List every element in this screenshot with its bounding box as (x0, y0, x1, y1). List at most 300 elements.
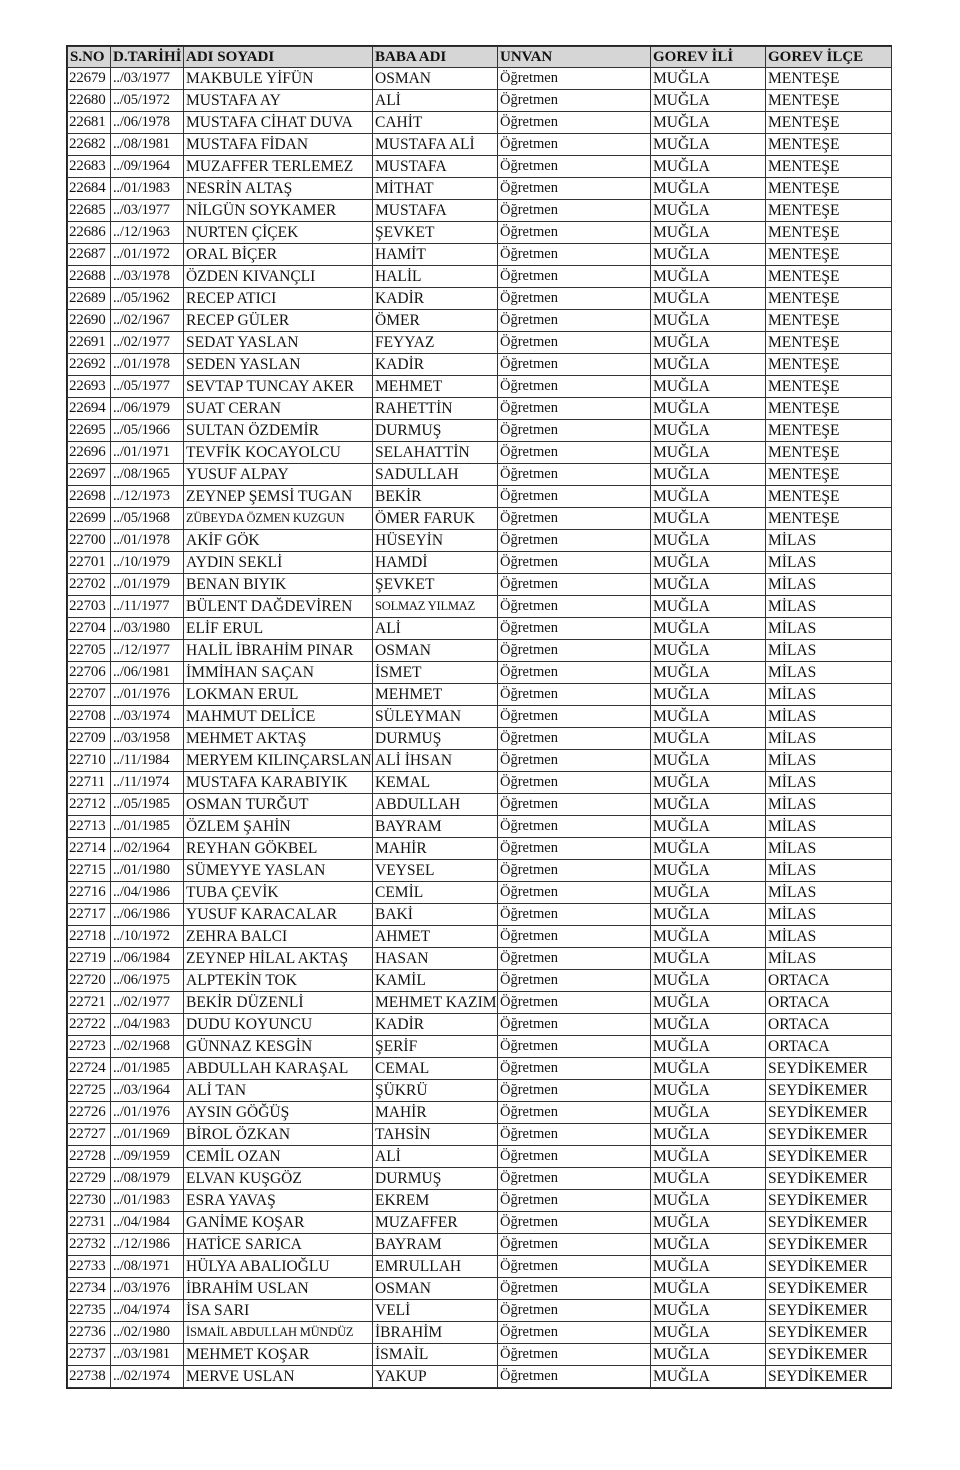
header-sno: S.NO (68, 47, 111, 68)
cell-birth-date: ../06/1981 (111, 662, 184, 684)
cell-province: MUĞLA (651, 882, 766, 904)
table-row (68, 134, 892, 156)
cell-title: Öğretmen (498, 464, 651, 486)
cell-district: SEYDİKEMER (766, 1278, 892, 1300)
cell-birth-date: ../05/1962 (111, 288, 184, 310)
cell-province: MUĞLA (651, 200, 766, 222)
cell-birth-date: ../02/1964 (111, 838, 184, 860)
cell-father-name: BAYRAM (373, 1234, 498, 1256)
cell-province: MUĞLA (651, 376, 766, 398)
cell-birth-date: ../08/1965 (111, 464, 184, 486)
cell-birth-date: ../03/1976 (111, 1278, 184, 1300)
cell-father-name: MAHİR (373, 838, 498, 860)
cell-title: Öğretmen (498, 970, 651, 992)
cell-father-name: İSMAİL (373, 1344, 498, 1366)
cell-name: SEVTAP TUNCAY AKER (184, 376, 373, 398)
cell-father-name: ŞEVKET (373, 222, 498, 244)
cell-sno: 22719 (68, 948, 111, 970)
cell-sno: 22684 (68, 178, 111, 200)
cell-father-name: EKREM (373, 1190, 498, 1212)
table-row (68, 442, 892, 464)
cell-name: MEHMET AKTAŞ (184, 728, 373, 750)
cell-district: MİLAS (766, 838, 892, 860)
table-row (68, 794, 892, 816)
cell-name: NURTEN ÇİÇEK (184, 222, 373, 244)
cell-father-name: MEHMET KAZIM (373, 992, 498, 1014)
cell-birth-date: ../01/1983 (111, 1190, 184, 1212)
cell-sno: 22727 (68, 1124, 111, 1146)
cell-title: Öğretmen (498, 662, 651, 684)
cell-birth-date: ../10/1972 (111, 926, 184, 948)
cell-province: MUĞLA (651, 1168, 766, 1190)
cell-father-name: ABDULLAH (373, 794, 498, 816)
cell-name: ZEHRA BALCI (184, 926, 373, 948)
cell-sno: 22726 (68, 1102, 111, 1124)
cell-name: ZEYNEP ŞEMSİ TUGAN (184, 486, 373, 508)
cell-title: Öğretmen (498, 156, 651, 178)
cell-province: MUĞLA (651, 1322, 766, 1344)
cell-father-name: BAYRAM (373, 816, 498, 838)
cell-birth-date: ../01/1976 (111, 1102, 184, 1124)
cell-name: ÖZLEM ŞAHİN (184, 816, 373, 838)
cell-title: Öğretmen (498, 1366, 651, 1388)
cell-province: MUĞLA (651, 1036, 766, 1058)
cell-birth-date: ../12/1973 (111, 486, 184, 508)
table-row (68, 90, 892, 112)
cell-sno: 22713 (68, 816, 111, 838)
cell-title: Öğretmen (498, 222, 651, 244)
cell-name: MEHMET KOŞAR (184, 1344, 373, 1366)
cell-father-name: MEHMET (373, 684, 498, 706)
cell-birth-date: ../03/1964 (111, 1080, 184, 1102)
cell-name: AYSIN GÖĞÜŞ (184, 1102, 373, 1124)
cell-name: MAKBULE YİFÜN (184, 68, 373, 90)
cell-birth-date: ../01/1976 (111, 684, 184, 706)
cell-province: MUĞLA (651, 552, 766, 574)
cell-birth-date: ../10/1979 (111, 552, 184, 574)
cell-birth-date: ../03/1981 (111, 1344, 184, 1366)
cell-title: Öğretmen (498, 860, 651, 882)
cell-birth-date: ../04/1984 (111, 1212, 184, 1234)
cell-sno: 22708 (68, 706, 111, 728)
cell-sno: 22691 (68, 332, 111, 354)
cell-province: MUĞLA (651, 904, 766, 926)
cell-father-name: DURMUŞ (373, 1168, 498, 1190)
table-row (68, 266, 892, 288)
cell-province: MUĞLA (651, 90, 766, 112)
cell-title: Öğretmen (498, 134, 651, 156)
table-row (68, 530, 892, 552)
cell-province: MUĞLA (651, 838, 766, 860)
cell-father-name: HAMDİ (373, 552, 498, 574)
cell-title: Öğretmen (498, 1058, 651, 1080)
cell-birth-date: ../02/1967 (111, 310, 184, 332)
cell-district: MENTEŞE (766, 420, 892, 442)
table-row (68, 706, 892, 728)
cell-district: MENTEŞE (766, 178, 892, 200)
cell-sno: 22689 (68, 288, 111, 310)
cell-sno: 22682 (68, 134, 111, 156)
cell-father-name: OSMAN (373, 68, 498, 90)
cell-father-name: İBRAHİM (373, 1322, 498, 1344)
cell-province: MUĞLA (651, 618, 766, 640)
cell-sno: 22696 (68, 442, 111, 464)
cell-province: MUĞLA (651, 596, 766, 618)
cell-name: RECEP ATICI (184, 288, 373, 310)
cell-title: Öğretmen (498, 244, 651, 266)
cell-birth-date: ../03/1977 (111, 200, 184, 222)
cell-sno: 22700 (68, 530, 111, 552)
cell-title: Öğretmen (498, 1124, 651, 1146)
cell-father-name: TAHSİN (373, 1124, 498, 1146)
cell-province: MUĞLA (651, 134, 766, 156)
cell-sno: 22735 (68, 1300, 111, 1322)
cell-sno: 22687 (68, 244, 111, 266)
cell-province: MUĞLA (651, 288, 766, 310)
cell-sno: 22679 (68, 68, 111, 90)
cell-title: Öğretmen (498, 1146, 651, 1168)
cell-name: GÜNNAZ KESGİN (184, 1036, 373, 1058)
cell-province: MUĞLA (651, 332, 766, 354)
cell-name: AKİF GÖK (184, 530, 373, 552)
cell-name: ÖZDEN KIVANÇLI (184, 266, 373, 288)
cell-name: NİLGÜN SOYKAMER (184, 200, 373, 222)
cell-name: SEDEN YASLAN (184, 354, 373, 376)
cell-province: MUĞLA (651, 156, 766, 178)
cell-province: MUĞLA (651, 508, 766, 530)
cell-sno: 22704 (68, 618, 111, 640)
cell-title: Öğretmen (498, 442, 651, 464)
cell-title: Öğretmen (498, 178, 651, 200)
cell-birth-date: ../05/1977 (111, 376, 184, 398)
cell-sno: 22718 (68, 926, 111, 948)
table-row (68, 970, 892, 992)
cell-sno: 22693 (68, 376, 111, 398)
cell-title: Öğretmen (498, 838, 651, 860)
cell-father-name: KEMAL (373, 772, 498, 794)
cell-birth-date: ../12/1977 (111, 640, 184, 662)
cell-title: Öğretmen (498, 200, 651, 222)
cell-district: MİLAS (766, 772, 892, 794)
cell-father-name: SÜLEYMAN (373, 706, 498, 728)
cell-birth-date: ../01/1983 (111, 178, 184, 200)
cell-province: MUĞLA (651, 640, 766, 662)
cell-birth-date: ../09/1964 (111, 156, 184, 178)
cell-district: MİLAS (766, 530, 892, 552)
cell-title: Öğretmen (498, 288, 651, 310)
cell-province: MUĞLA (651, 1278, 766, 1300)
cell-name: HALİL İBRAHİM PINAR (184, 640, 373, 662)
table-row (68, 1366, 892, 1388)
cell-father-name: HÜSEYİN (373, 530, 498, 552)
table-row (68, 156, 892, 178)
cell-name: MUSTAFA CİHAT DUVA (184, 112, 373, 134)
cell-name: GANİME KOŞAR (184, 1212, 373, 1234)
cell-title: Öğretmen (498, 1102, 651, 1124)
cell-sno: 22711 (68, 772, 111, 794)
cell-sno: 22707 (68, 684, 111, 706)
cell-district: MİLAS (766, 618, 892, 640)
cell-birth-date: ../11/1984 (111, 750, 184, 772)
cell-province: MUĞLA (651, 816, 766, 838)
cell-sno: 22688 (68, 266, 111, 288)
cell-province: MUĞLA (651, 1234, 766, 1256)
cell-sno: 22683 (68, 156, 111, 178)
cell-province: MUĞLA (651, 1014, 766, 1036)
cell-province: MUĞLA (651, 68, 766, 90)
cell-name: İMMİHAN SAÇAN (184, 662, 373, 684)
table-row (68, 816, 892, 838)
cell-district: MİLAS (766, 596, 892, 618)
cell-title: Öğretmen (498, 354, 651, 376)
cell-father-name: BAKİ (373, 904, 498, 926)
table-row (68, 640, 892, 662)
cell-father-name: KADİR (373, 354, 498, 376)
cell-sno: 22737 (68, 1344, 111, 1366)
cell-name: BENAN BIYIK (184, 574, 373, 596)
table-row (68, 1080, 892, 1102)
cell-father-name: KAMİL (373, 970, 498, 992)
cell-province: MUĞLA (651, 684, 766, 706)
cell-title: Öğretmen (498, 266, 651, 288)
cell-father-name: RAHETTİN (373, 398, 498, 420)
cell-name: MUSTAFA KARABIYIK (184, 772, 373, 794)
cell-father-name: FEYYAZ (373, 332, 498, 354)
cell-province: MUĞLA (651, 530, 766, 552)
cell-title: Öğretmen (498, 816, 651, 838)
cell-title: Öğretmen (498, 1234, 651, 1256)
cell-title: Öğretmen (498, 640, 651, 662)
cell-father-name: MUSTAFA ALİ (373, 134, 498, 156)
cell-title: Öğretmen (498, 508, 651, 530)
cell-title: Öğretmen (498, 310, 651, 332)
cell-title: Öğretmen (498, 728, 651, 750)
cell-name: ZEYNEP HİLAL AKTAŞ (184, 948, 373, 970)
cell-father-name: KADİR (373, 1014, 498, 1036)
cell-father-name: ALİ İHSAN (373, 750, 498, 772)
table-row (68, 1278, 892, 1300)
cell-district: ORTACA (766, 1036, 892, 1058)
cell-name: CEMİL OZAN (184, 1146, 373, 1168)
table-row (68, 420, 892, 442)
cell-title: Öğretmen (498, 552, 651, 574)
cell-name: ALİ TAN (184, 1080, 373, 1102)
cell-province: MUĞLA (651, 574, 766, 596)
cell-birth-date: ../01/1980 (111, 860, 184, 882)
cell-name: İBRAHİM USLAN (184, 1278, 373, 1300)
cell-province: MUĞLA (651, 354, 766, 376)
cell-title: Öğretmen (498, 332, 651, 354)
cell-province: MUĞLA (651, 420, 766, 442)
cell-sno: 22738 (68, 1366, 111, 1388)
cell-sno: 22723 (68, 1036, 111, 1058)
cell-sno: 22715 (68, 860, 111, 882)
cell-father-name: ALİ (373, 1146, 498, 1168)
cell-father-name: MUZAFFER (373, 1212, 498, 1234)
cell-birth-date: ../04/1983 (111, 1014, 184, 1036)
cell-district: MENTEŞE (766, 156, 892, 178)
cell-district: SEYDİKEMER (766, 1080, 892, 1102)
cell-district: MENTEŞE (766, 112, 892, 134)
cell-district: SEYDİKEMER (766, 1168, 892, 1190)
cell-title: Öğretmen (498, 530, 651, 552)
cell-title: Öğretmen (498, 926, 651, 948)
table-row (68, 882, 892, 904)
cell-district: MENTEŞE (766, 508, 892, 530)
cell-province: MUĞLA (651, 926, 766, 948)
cell-sno: 22706 (68, 662, 111, 684)
cell-sno: 22702 (68, 574, 111, 596)
table-row (68, 332, 892, 354)
cell-province: MUĞLA (651, 860, 766, 882)
cell-father-name: ALİ (373, 90, 498, 112)
cell-birth-date: ../05/1968 (111, 508, 184, 530)
cell-province: MUĞLA (651, 486, 766, 508)
cell-district: MENTEŞE (766, 266, 892, 288)
cell-district: SEYDİKEMER (766, 1212, 892, 1234)
table-row (68, 1300, 892, 1322)
cell-birth-date: ../09/1959 (111, 1146, 184, 1168)
cell-district: MENTEŞE (766, 398, 892, 420)
cell-sno: 22699 (68, 508, 111, 530)
header-father-name: BABA ADI (373, 47, 498, 68)
header-birth-date: D.TARİHİ (111, 47, 184, 68)
cell-father-name: ŞÜKRÜ (373, 1080, 498, 1102)
cell-name: BEKİR DÜZENLİ (184, 992, 373, 1014)
table-row (68, 244, 892, 266)
cell-sno: 22685 (68, 200, 111, 222)
cell-name: İSMAİL ABDULLAH MÜNDÜZ (184, 1322, 373, 1344)
cell-title: Öğretmen (498, 596, 651, 618)
cell-title: Öğretmen (498, 1322, 651, 1344)
table-row (68, 1344, 892, 1366)
cell-birth-date: ../02/1980 (111, 1322, 184, 1344)
cell-district: SEYDİKEMER (766, 1234, 892, 1256)
cell-district: MİLAS (766, 728, 892, 750)
cell-name: HÜLYA ABALIOĞLU (184, 1256, 373, 1278)
cell-province: MUĞLA (651, 1344, 766, 1366)
cell-name: SULTAN ÖZDEMİR (184, 420, 373, 442)
table-row (68, 1146, 892, 1168)
table-row (68, 662, 892, 684)
cell-birth-date: ../01/1969 (111, 1124, 184, 1146)
cell-name: SEDAT YASLAN (184, 332, 373, 354)
table-row (68, 772, 892, 794)
cell-district: MİLAS (766, 882, 892, 904)
cell-name: ELİF ERUL (184, 618, 373, 640)
cell-province: MUĞLA (651, 1256, 766, 1278)
table-row (68, 222, 892, 244)
cell-title: Öğretmen (498, 948, 651, 970)
cell-birth-date: ../01/1985 (111, 816, 184, 838)
table-row (68, 1168, 892, 1190)
table-row (68, 1212, 892, 1234)
cell-district: MİLAS (766, 552, 892, 574)
table-row (68, 1256, 892, 1278)
cell-district: MİLAS (766, 750, 892, 772)
cell-birth-date: ../03/1980 (111, 618, 184, 640)
header-district: GOREV İLÇE (766, 47, 892, 68)
cell-sno: 22733 (68, 1256, 111, 1278)
cell-name: SÜMEYYE YASLAN (184, 860, 373, 882)
cell-name: HATİCE SARICA (184, 1234, 373, 1256)
cell-father-name: VEYSEL (373, 860, 498, 882)
cell-father-name: AHMET (373, 926, 498, 948)
cell-province: MUĞLA (651, 728, 766, 750)
table-row (68, 1058, 892, 1080)
cell-province: MUĞLA (651, 1080, 766, 1102)
cell-birth-date: ../01/1979 (111, 574, 184, 596)
cell-name: BÜLENT DAĞDEVİREN (184, 596, 373, 618)
table-row (68, 1014, 892, 1036)
cell-province: MUĞLA (651, 992, 766, 1014)
cell-province: MUĞLA (651, 1300, 766, 1322)
cell-province: MUĞLA (651, 948, 766, 970)
cell-sno: 22698 (68, 486, 111, 508)
cell-sno: 22680 (68, 90, 111, 112)
cell-sno: 22681 (68, 112, 111, 134)
cell-father-name: MAHİR (373, 1102, 498, 1124)
cell-birth-date: ../04/1986 (111, 882, 184, 904)
cell-father-name: CAHİT (373, 112, 498, 134)
cell-birth-date: ../05/1985 (111, 794, 184, 816)
table-row (68, 1124, 892, 1146)
cell-name: DUDU KOYUNCU (184, 1014, 373, 1036)
cell-title: Öğretmen (498, 1080, 651, 1102)
cell-sno: 22731 (68, 1212, 111, 1234)
cell-district: MENTEŞE (766, 288, 892, 310)
cell-sno: 22703 (68, 596, 111, 618)
table-row (68, 310, 892, 332)
cell-province: MUĞLA (651, 112, 766, 134)
cell-title: Öğretmen (498, 90, 651, 112)
cell-name: MUZAFFER TERLEMEZ (184, 156, 373, 178)
cell-sno: 22722 (68, 1014, 111, 1036)
cell-title: Öğretmen (498, 992, 651, 1014)
table-row (68, 860, 892, 882)
cell-birth-date: ../08/1981 (111, 134, 184, 156)
cell-name: OSMAN TURĞUT (184, 794, 373, 816)
cell-birth-date: ../01/1978 (111, 354, 184, 376)
cell-birth-date: ../06/1979 (111, 398, 184, 420)
table-row (68, 618, 892, 640)
cell-district: ORTACA (766, 970, 892, 992)
cell-sno: 22694 (68, 398, 111, 420)
cell-title: Öğretmen (498, 706, 651, 728)
cell-name: REYHAN GÖKBEL (184, 838, 373, 860)
cell-birth-date: ../01/1972 (111, 244, 184, 266)
table-row (68, 728, 892, 750)
cell-district: MENTEŞE (766, 486, 892, 508)
cell-province: MUĞLA (651, 1102, 766, 1124)
table-row (68, 904, 892, 926)
cell-birth-date: ../06/1986 (111, 904, 184, 926)
cell-father-name: MUSTAFA (373, 200, 498, 222)
table-row (68, 552, 892, 574)
table-row (68, 288, 892, 310)
cell-name: MUSTAFA AY (184, 90, 373, 112)
cell-birth-date: ../01/1978 (111, 530, 184, 552)
cell-title: Öğretmen (498, 68, 651, 90)
cell-province: MUĞLA (651, 970, 766, 992)
table-row (68, 948, 892, 970)
cell-sno: 22725 (68, 1080, 111, 1102)
table-row (68, 838, 892, 860)
cell-province: MUĞLA (651, 1124, 766, 1146)
cell-district: MİLAS (766, 662, 892, 684)
cell-title: Öğretmen (498, 574, 651, 596)
cell-name: TEVFİK KOCAYOLCU (184, 442, 373, 464)
